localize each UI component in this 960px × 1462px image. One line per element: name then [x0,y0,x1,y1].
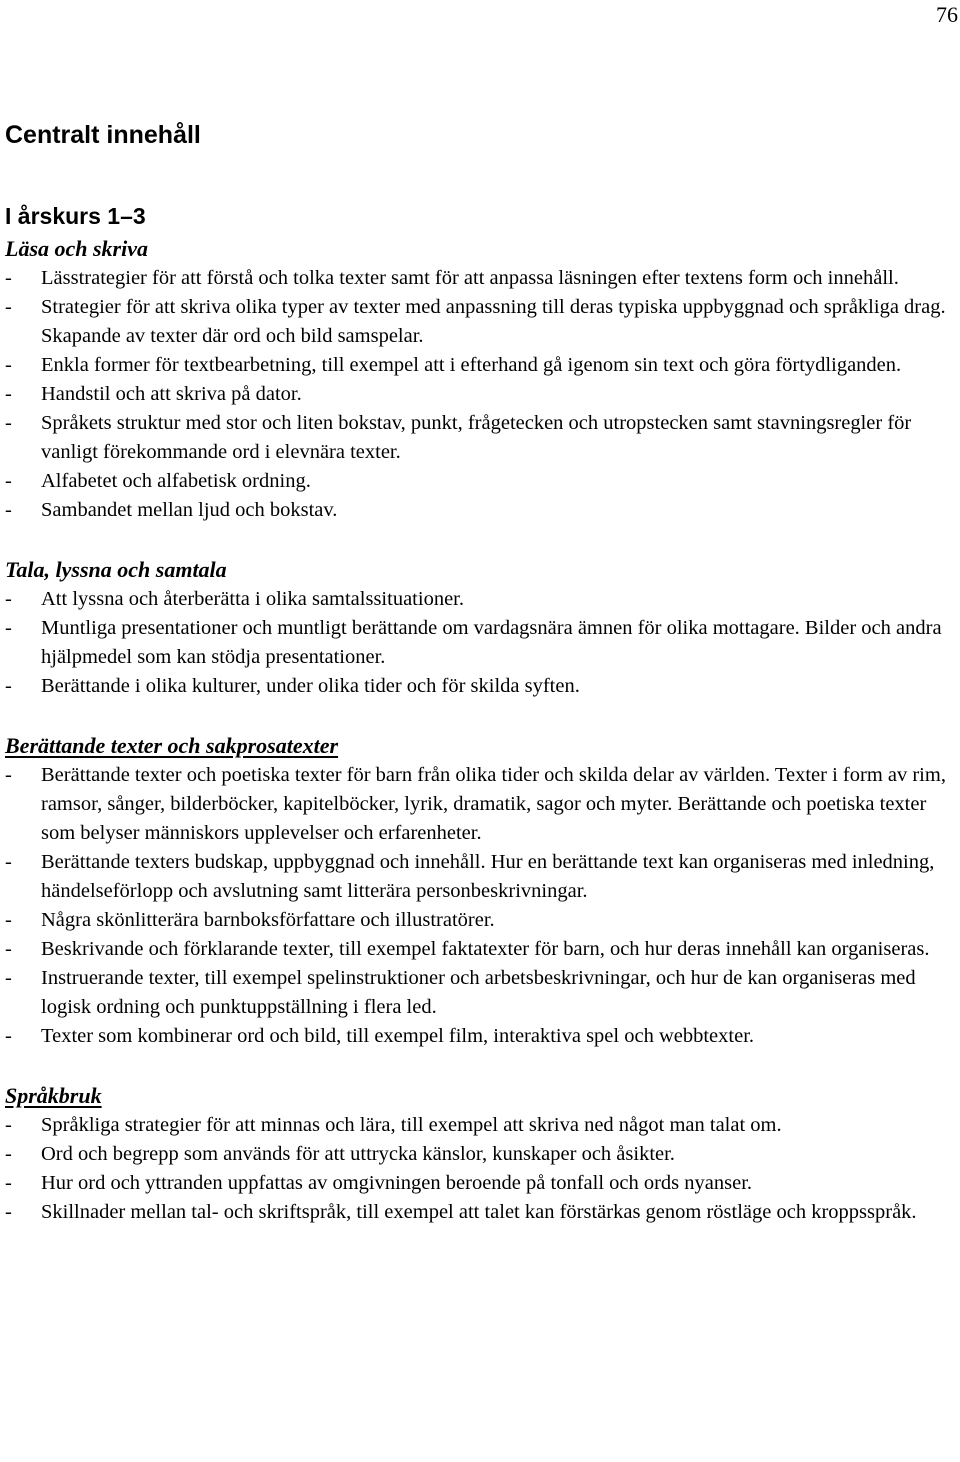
bullet-dash: - [5,470,12,492]
grade-heading: I årskurs 1–3 [5,203,146,229]
list-item [5,964,957,1022]
list-item-text: Texter som kombinerar ord och bild, till exempel film, interaktiva spel och webbtexter. [41,1025,755,1047]
list-item-text: Språkets struktur med stor och liten bokstav, punkt, frågetecken och utropstecken samt stavningsregler för vanligt förekommande ord i elevnära texter. [41,412,912,463]
list-item-text: Ord och begrepp som används för att uttrycka känslor, kunskaper och åsikter. [41,1143,675,1165]
list-item-text: Berättande i olika kulturer, under olika tider och för skilda syften. [41,675,580,697]
bullet-dash: - [5,851,12,873]
list-item-text: Språkliga strategier för att minnas och lära, till exempel att skriva ned något man talat om. [41,1114,782,1136]
page-number: 76 [936,2,958,27]
section-title: Läsa och skriva [5,236,148,261]
bullet-dash: - [5,499,12,521]
list-item-text: Handstil och att skriva på dator. [41,383,302,405]
list-item [5,1140,957,1169]
list-item-text: Berättande texters budskap, uppbyggnad och innehåll. Hur en berättande text kan organiseras med inledning, händelseförlopp och avslutning samt litterära personbeskrivningar. [41,851,935,902]
list-item-text: Att lyssna och återberätta i olika samtalssituationer. [41,588,464,610]
section-title: Tala, lyssna och samtala [5,557,227,582]
section-title: Berättande texter och sakprosatexter [5,733,339,758]
list-item-text: Enkla former för textbearbetning, till exempel att i efterhand gå igenom sin text och göra förtydliganden. [41,354,902,376]
list-item-text: Alfabetet och alfabetisk ordning. [41,470,311,492]
list-item [5,1111,957,1140]
list-item [5,585,957,614]
bullet-dash: - [5,1143,12,1165]
item-list [5,585,957,701]
section-title: Språkbruk [5,1083,102,1108]
document-title: Centralt innehåll [5,121,201,149]
list-item-text: Lässtrategier för att förstå och tolka texter samt för att anpassa läsningen efter textens form och innehåll. [41,267,899,289]
list-item-text: Instruerande texter, till exempel spelinstruktioner och arbetsbeskrivningar, och hur de kan organiseras med logisk ordning och punktuppställning i flera led. [41,967,916,1018]
list-item-text: Några skönlitterära barnboksförfattare och illustratörer. [41,909,495,931]
section-tala-lyssna-och-samtala [5,555,957,701]
bullet-dash: - [5,675,12,697]
list-item-text: Muntliga presentationer och muntligt berättande om vardagsnära ämnen för olika mottagare. Bilder och andra hjälpmedel som kan stödja presentationer. [41,617,942,668]
document-body [5,117,957,1227]
list-item [5,906,957,935]
item-list [5,1111,957,1227]
list-item [5,264,957,293]
bullet-dash: - [5,764,12,786]
bullet-dash: - [5,354,12,376]
section-berattande-texter-och-sakprosatexter [5,731,957,1051]
list-item [5,1169,957,1198]
item-list [5,264,957,525]
list-item-text: Beskrivande och förklarande texter, till exempel faktatexter för barn, och hur deras innehåll kan organiseras. [41,938,930,960]
list-item [5,761,957,848]
list-item [5,467,957,496]
section-lasa-och-skriva [5,234,957,525]
bullet-dash: - [5,909,12,931]
list-item [5,672,957,701]
list-item [5,351,957,380]
list-item-text: Hur ord och yttranden uppfattas av omgivningen beroende på tonfall och ords nyanser. [41,1172,753,1194]
bullet-dash: - [5,412,12,434]
bullet-dash: - [5,938,12,960]
bullet-dash: - [5,617,12,639]
list-item [5,409,957,467]
bullet-dash: - [5,967,12,989]
list-item-text: Skillnader mellan tal- och skriftspråk, till exempel att talet kan förstärkas genom röstläge och kroppsspråk. [41,1201,917,1223]
list-item [5,380,957,409]
bullet-dash: - [5,1201,12,1223]
list-item [5,935,957,964]
list-item [5,1198,957,1227]
list-item [5,1022,957,1051]
list-item [5,496,957,525]
bullet-dash: - [5,296,12,318]
list-item-text: Sambandet mellan ljud och bokstav. [41,499,338,521]
bullet-dash: - [5,267,12,289]
list-item-text: Strategier för att skriva olika typer av texter med anpassning till deras typiska uppbyggnad och språkliga drag. Skapande av texter där ord och bild samspelar. [41,296,946,347]
bullet-dash: - [5,383,12,405]
item-list [5,761,957,1051]
list-item [5,848,957,906]
list-item [5,293,957,351]
bullet-dash: - [5,1172,12,1194]
list-item-text: Berättande texter och poetiska texter för barn från olika tider och skilda delar av världen. Texter i form av rim, ramsor, sånger, bilderböcker, kapitelböcker, lyrik, dramatik, sagor och myter. Berättande och poetiska texter som belyser människors upplevelser och erfarenheter. [41,764,946,844]
bullet-dash: - [5,1025,12,1047]
bullet-dash: - [5,588,12,610]
list-item [5,614,957,672]
section-sprakbruk [5,1081,957,1227]
bullet-dash: - [5,1114,12,1136]
